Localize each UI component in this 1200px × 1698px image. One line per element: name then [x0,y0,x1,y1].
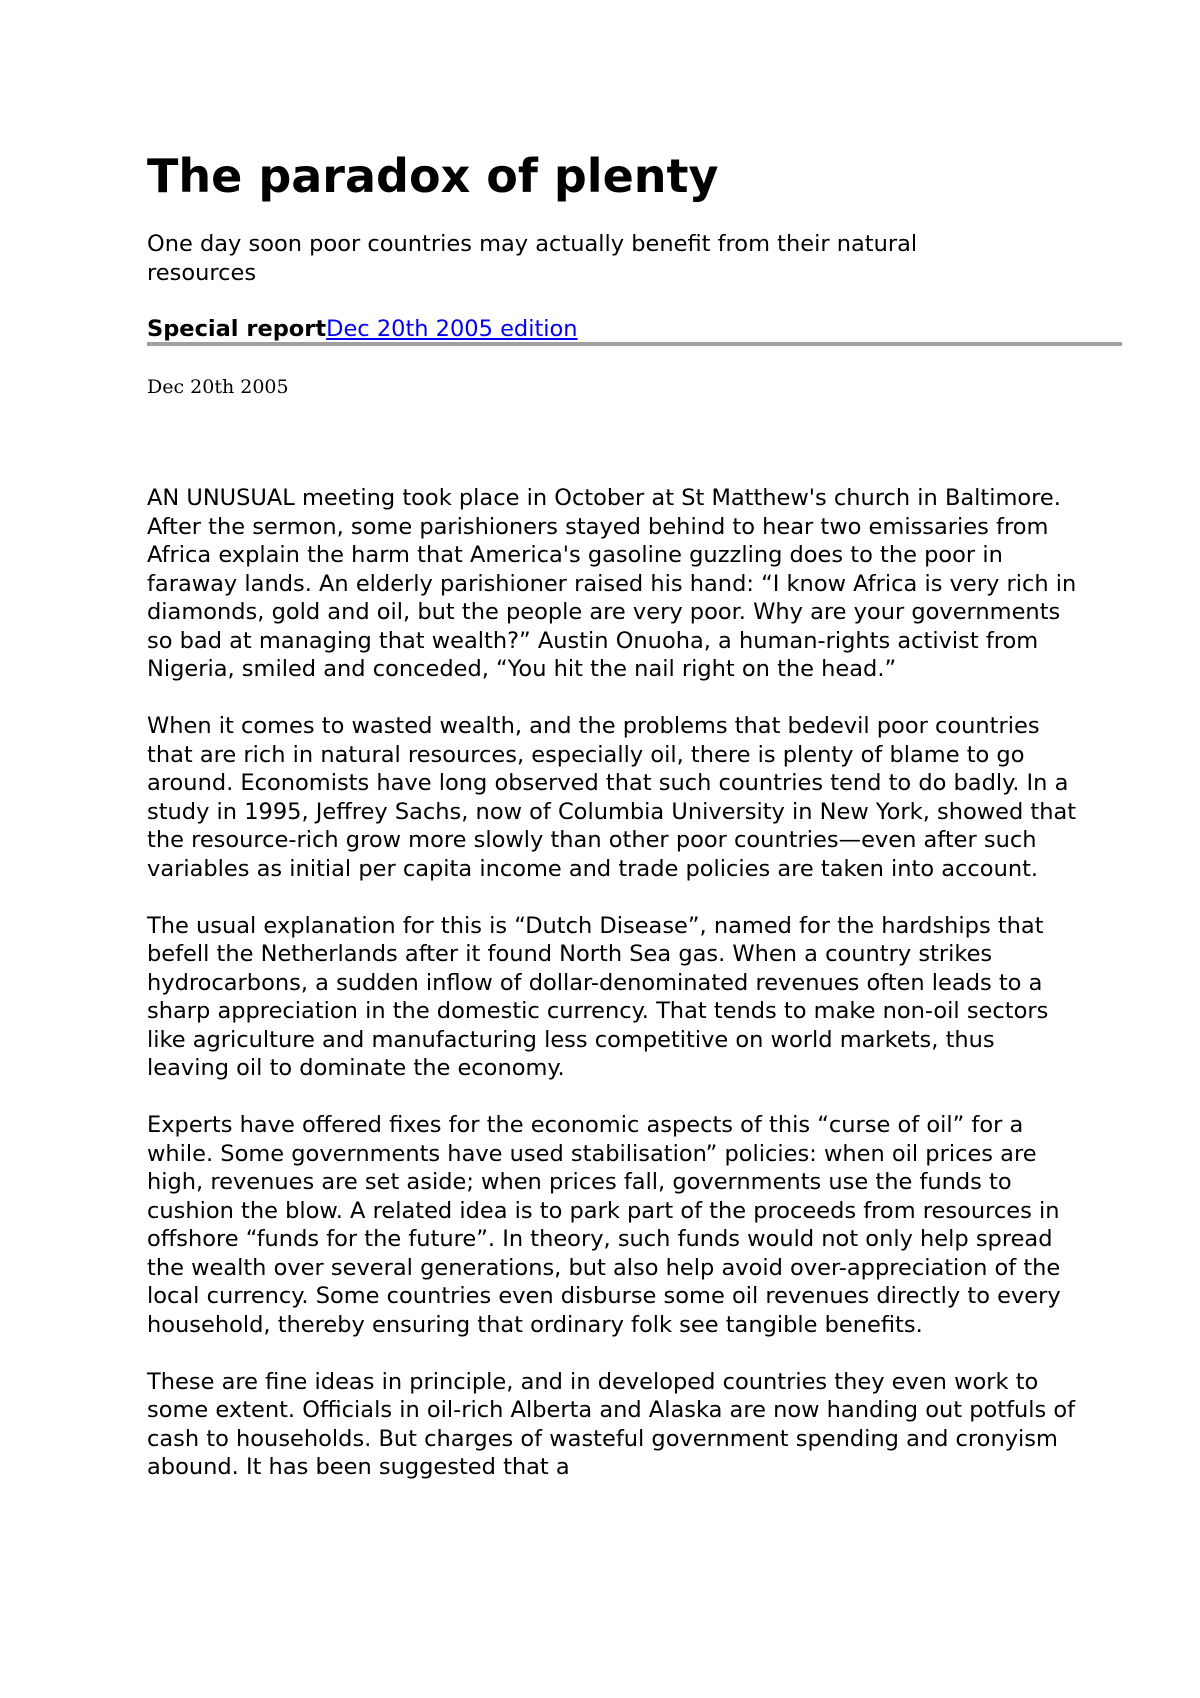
article-body [147,484,1077,1510]
body-paragraph: The usual explanation for this is “Dutch Disease”, named for the hardships that befell the Netherlands after it found North Sea gas. When a country strikes hydrocarbons, a sudden inflow of dollar-denominated revenues often leads to a sharp appreciation in the domestic currency. That tends to make non-oil sectors like agriculture and manufacturing less competitive on world markets, thus leaving oil to dominate the economy. [147,912,1049,1081]
section-divider [147,342,1122,346]
body-paragraph: These are fine ideas in principle, and in developed countries they even work to some extent. Officials in oil-rich Alberta and Alaska are now handing out potfuls of cash to households. But charges of wasteful government spending and cronyism abound. It has been suggested that a [147,1368,1076,1480]
article-headline: The paradox of plenty [147,149,719,203]
article-dateline: Dec 20th 2005 [147,376,289,398]
edition-link[interactable]: Dec 20th 2005 edition [326,316,578,342]
section-label: Special report [147,316,327,342]
article-rubric: One day soon poor countries may actually benefit from their natural resources [147,231,918,286]
body-paragraph: Experts have offered fixes for the economic aspects of this “curse of oil” for a while. Some governments have used stabilisation” policies: when oil prices are high, revenues are set aside; when prices fall, governments use the funds to cushion the blow. A related idea is to park part of the proceeds from resources in offshore “funds for the future”. In theory, such funds would not only help spread the wealth over several generations, but also help avoid over-appreciation of the local currency. Some countries even disburse some oil revenues directly to every household, thereby ensuring that ordinary folk see tangible benefits. [147,1112,1061,1338]
body-paragraph: When it comes to wasted wealth, and the problems that bedevil poor countries that are rich in natural resources, especially oil, there is plenty of blame to go around. Economists have long observed that such countries tend to do badly. In a study in 1995, Jeffrey Sachs, now of Columbia University in New York, showed that the resource-rich grow more slowly than other poor countries—even after such variables as initial per capita income and trade policies are taken into account. [147,713,1077,882]
body-paragraph: AN UNUSUAL meeting took place in October at St Matthew's church in Baltimore. After the sermon, some parishioners stayed behind to hear two emissaries from Africa explain the harm that America's gasoline guzzling does to the poor in faraway lands. An elderly parishioner raised his hand: “I know Africa is very rich in diamonds, gold and oil, but the people are very poor. Why are your governments so bad at managing that wealth?” Austin Onuoha, a human-rights activist from Nigeria, smiled and conceded, “You hit the nail right on the head.” [147,485,1077,682]
